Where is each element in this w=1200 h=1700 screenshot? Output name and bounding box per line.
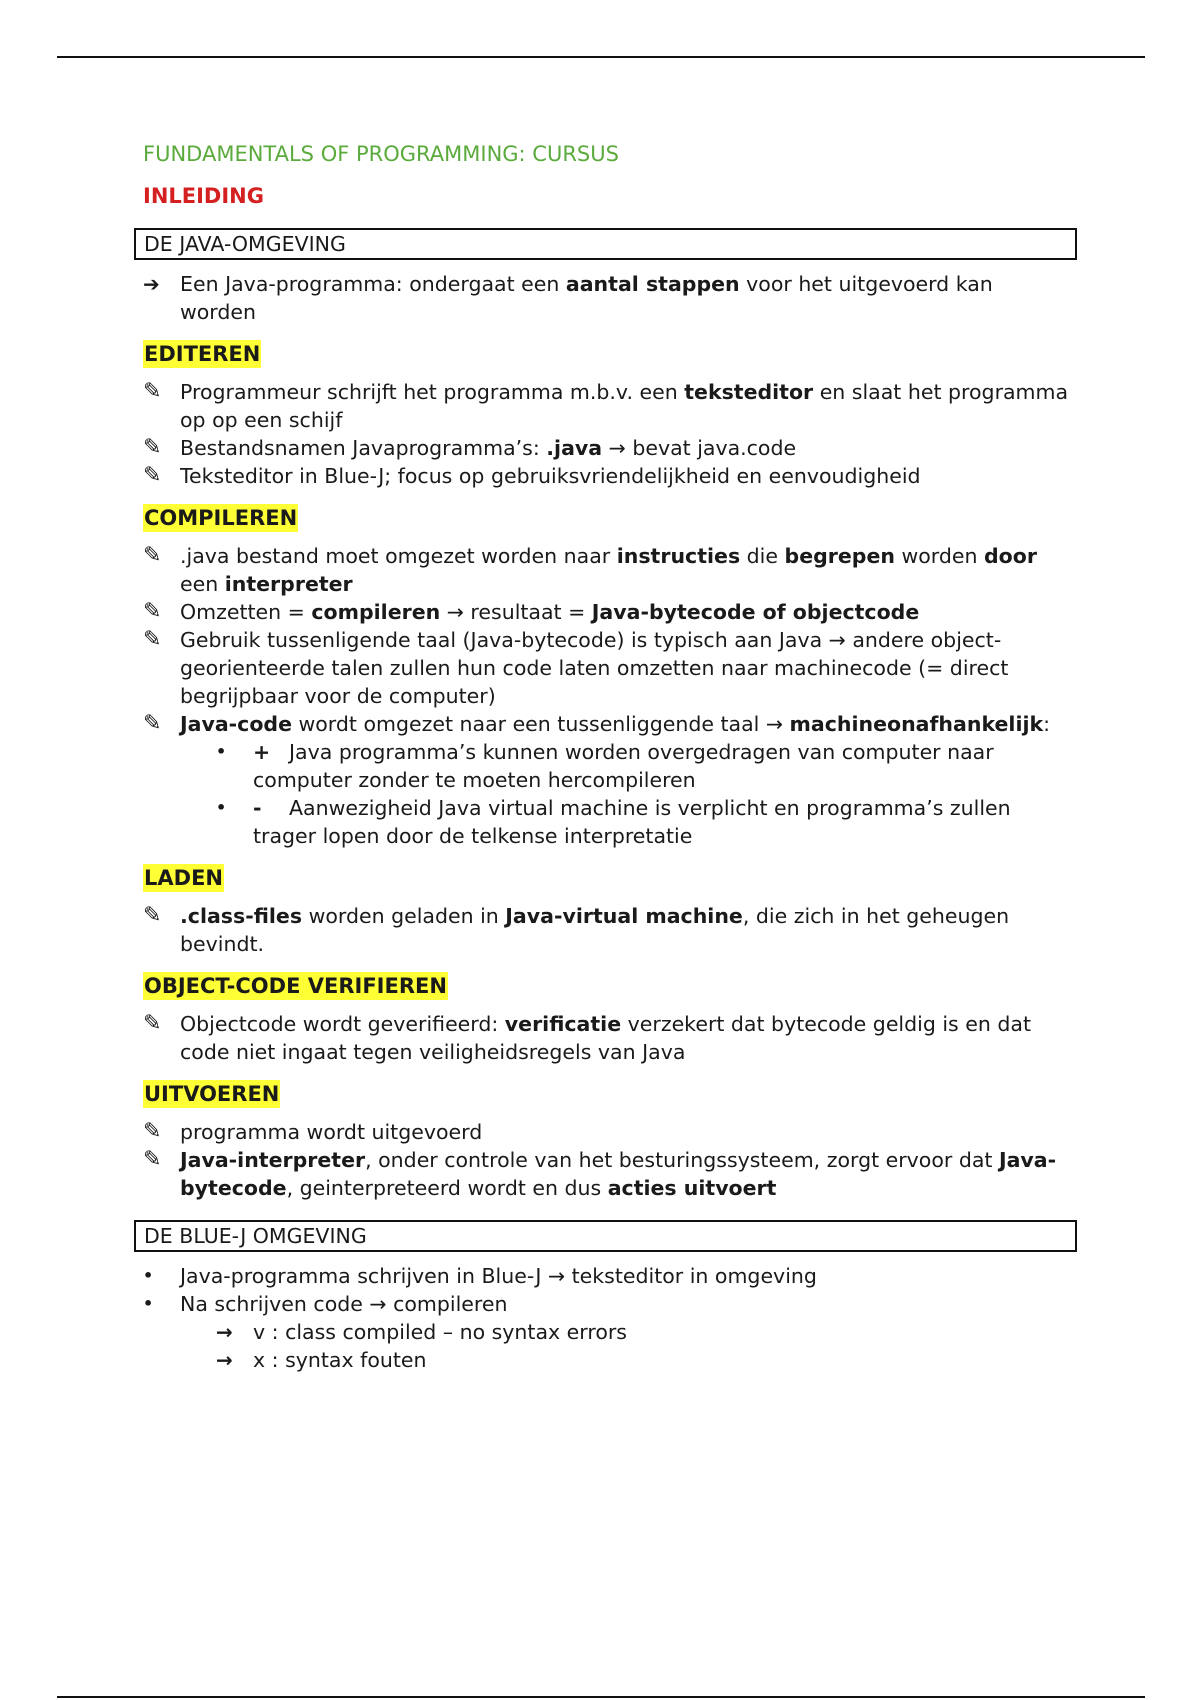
list-item: ✎ Gebruik tussenligende taal (Java-bytecode) is typisch aan Java → andere object-georienteerde talen zullen hun code laten omzetten naar machinecode (= direct begrijpbaar voor de computer) [143,627,1009,708]
writing-hand-icon: ✎ [143,627,162,652]
writing-hand-icon: ✎ [143,711,162,736]
arrow-bullet-icon: ➔ [143,272,160,296]
list-item: ✎ programma wordt uitgevoerd [143,1119,483,1144]
writing-hand-icon: ✎ [143,599,162,624]
sub-list-item: → x : syntax fouten [216,1348,427,1372]
heading-object-code-verifieren: OBJECT-CODE VERIFIEREN [144,974,447,998]
list-item: ✎ Bestandsnamen Javaprogramma’s: .java → bevat java.code [143,435,797,460]
writing-hand-icon: ✎ [143,1011,162,1036]
list-item: ✎ Objectcode wordt geverifieerd: verificatie verzekert dat bytecode geldig is en dat code niet ingaat tegen veiligheidsregels van Java [143,1011,1031,1064]
list-item: ✎ .class-files worden geladen in Java-virtual machine, die zich in het geheugen bevindt. [143,903,1010,956]
list-item: ➔ Een Java-programma: ondergaat een aantal stappen voor het uitgevoerd kan worden [143,272,993,324]
laden-list [143,902,1073,958]
writing-hand-icon: ✎ [143,463,162,488]
list-item: ✎ Teksteditor in Blue-J; focus op gebruiksvriendelijkheid en eenvoudigheid [143,463,921,488]
sub-list-item: → v : class compiled – no syntax errors [216,1320,627,1344]
list-item: ✎ Java-interpreter, onder controle van het besturingssysteem, zorgt ervoor dat Java-bytecode, geinterpreteerd wordt en dus acties uitvoert [143,1147,1057,1200]
list-item: • Java-programma schrijven in Blue-J → teksteditor in omgeving [143,1264,817,1288]
verifieren-list [143,1010,1073,1066]
dot-bullet-icon: • [216,742,227,761]
editeren-list [143,378,1073,490]
heading-compileren: COMPILEREN [144,506,298,530]
sub-list-item: • - Aanwezigheid Java virtual machine is verplicht en programma’s zullen trager lopen door de telkense interpretatie [216,796,1011,848]
section-box-java-omgeving: DE JAVA-OMGEVING [134,228,1077,260]
uitvoeren-list [143,1118,1073,1202]
sub-list-item: • + Java programma’s kunnen worden overgedragen van computer naar computer zonder te moeten hercompileren [216,740,994,792]
blue-j-list [143,1262,1073,1374]
arrow-right-icon: → [216,1320,233,1344]
intro-list [143,270,1073,326]
page-top-rule [57,56,1145,58]
page-bottom-rule [57,1696,1145,1698]
sub-list [180,738,1073,850]
sub-list [180,1318,1073,1374]
writing-hand-icon: ✎ [143,1147,162,1172]
heading-laden: LADEN [144,866,223,890]
writing-hand-icon: ✎ [143,543,162,568]
heading-uitvoeren: UITVOEREN [144,1082,280,1106]
plus-sign: + [253,740,271,764]
section-box-blue-j-omgeving: DE BLUE-J OMGEVING [134,1220,1077,1252]
arrow-right-icon: → [216,1348,233,1372]
writing-hand-icon: ✎ [143,379,162,404]
compileren-list [143,542,1073,850]
list-item: ✎ Java-code wordt omgezet naar een tussenliggende taal → machineonafhankelijk: • + Java programma’s kunnen worden overgedragen van computer naar computer zonder te moeten hercompileren • - Aanwezigheid Java virtual machine is verplicht en programma’s zullen trager lopen door de telkense interpretatie [143,710,1073,850]
dot-bullet-icon: • [143,1266,154,1285]
heading-editeren: EDITEREN [144,342,261,366]
writing-hand-icon: ✎ [143,435,162,460]
minus-sign: - [253,796,262,820]
list-item: • Na schrijven code → compileren → v : class compiled – no syntax errors → x : syntax fouten [143,1290,1073,1374]
chapter-heading: INLEIDING [143,184,264,208]
document-title: FUNDAMENTALS OF PROGRAMMING: CURSUS [143,142,619,166]
list-item: ✎ Programmeur schrijft het programma m.b.v. een teksteditor en slaat het programma op op een schijf [143,379,1069,432]
dot-bullet-icon: • [143,1294,154,1313]
writing-hand-icon: ✎ [143,1119,162,1144]
list-item: ✎ .java bestand moet omgezet worden naar instructies die begrepen worden door een interpreter [143,543,1037,596]
document-body [143,140,1073,1374]
dot-bullet-icon: • [216,798,227,817]
writing-hand-icon: ✎ [143,903,162,928]
list-item: ✎ Omzetten = compileren → resultaat = Java-bytecode of objectcode [143,599,920,624]
